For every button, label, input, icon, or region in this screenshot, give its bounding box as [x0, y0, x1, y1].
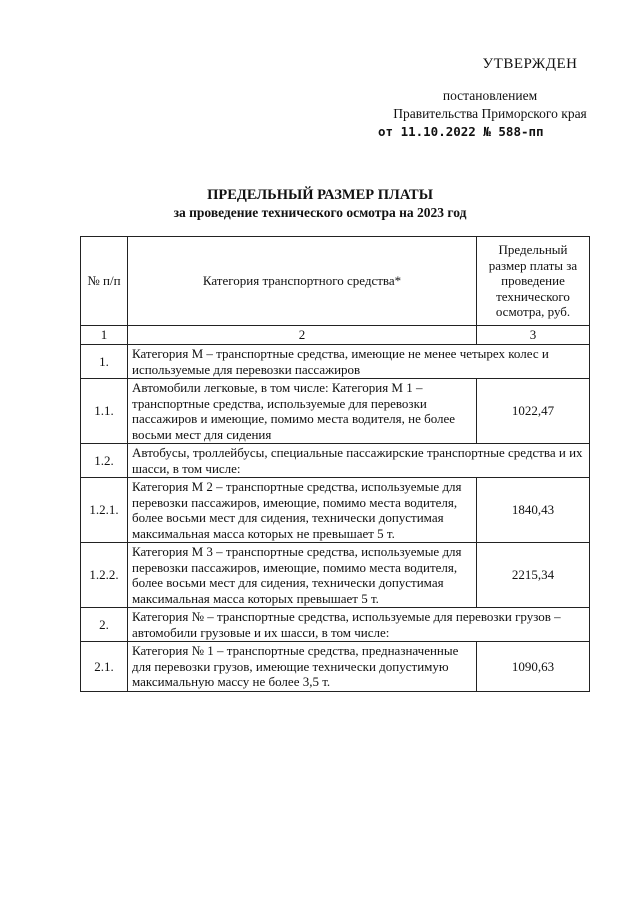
- row-number: 1.: [81, 345, 128, 379]
- fee-table-body: [81, 237, 590, 692]
- table-row: [81, 608, 590, 642]
- header-row: [81, 237, 590, 326]
- header-num: № п/п: [81, 237, 128, 326]
- column-number: 1: [81, 326, 128, 345]
- table-row: [81, 444, 590, 478]
- header-category: Категория транспортного средства*: [128, 237, 477, 326]
- title-line-2: за проведение технического осмотра на 2023 год: [173, 205, 467, 220]
- table-row: [81, 642, 590, 692]
- approved-label: УТВЕРЖДЕН: [482, 56, 578, 72]
- table-row: [81, 345, 590, 379]
- row-category: Автомобили легковые, в том числе: Категория M 1 – транспортные средства, используемые для перевозки пассажиров и имеющие, помимо места водителя, не более восьми мест для сидения: [128, 379, 477, 444]
- approved-by: постановлением: [442, 88, 538, 103]
- table-row: [81, 543, 590, 608]
- row-fee: 1840,43: [477, 478, 590, 543]
- row-category: Категория M 3 – транспортные средства, используемые для перевозки пассажиров, имеющие, помимо места водителя, более восьми мест для сидения, технически допустимая максимальная масса которых превышает 5 т.: [128, 543, 477, 608]
- column-number: 3: [477, 326, 590, 345]
- row-category: Категория № – транспортные средства, используемые для перевозки грузов – автомобили грузовые и их шасси, в том числе:: [128, 608, 590, 642]
- row-number: 2.1.: [81, 642, 128, 692]
- row-number: 1.2.1.: [81, 478, 128, 543]
- row-fee: 2215,34: [477, 543, 590, 608]
- row-number: 2.: [81, 608, 128, 642]
- row-category: Категория M 2 – транспортные средства, используемые для перевозки пассажиров, имеющие, помимо места водителя, более восьми мест для сидения, технически допустимая максимальная масса которых не превышает 5 т.: [128, 478, 477, 543]
- row-number: 1.2.: [81, 444, 128, 478]
- row-number: 1.1.: [81, 379, 128, 444]
- fee-table: [80, 236, 590, 692]
- row-category: Автобусы, троллейбусы, специальные пассажирские транспортные средства и их шасси, в том числе:: [128, 444, 590, 478]
- row-fee: 1090,63: [477, 642, 590, 692]
- column-number: 2: [128, 326, 477, 345]
- table-row: [81, 379, 590, 444]
- row-number: 1.2.2.: [81, 543, 128, 608]
- header-fee: Предельный размер платы за проведение технического осмотра, руб.: [477, 237, 590, 326]
- approving-authority: Правительства Приморского края: [393, 106, 587, 121]
- approval-stamp: [370, 56, 610, 141]
- document-title: [0, 186, 640, 222]
- row-fee: 1022,47: [477, 379, 590, 444]
- row-category: Категория M – транспортные средства, имеющие не менее четырех колес и используемые для перевозки пассажиров: [128, 345, 590, 379]
- title-line-1: ПРЕДЕЛЬНЫЙ РАЗМЕР ПЛАТЫ: [207, 187, 433, 203]
- table-row: [81, 478, 590, 543]
- row-category: Категория № 1 – транспортные средства, предназначенные для перевозки грузов, имеющие технически допустимую максимальную массу не более 3,5 т.: [128, 642, 477, 692]
- column-number-row: [81, 326, 590, 345]
- decree-reference: от 11.10.2022 № 588-пп: [378, 124, 544, 139]
